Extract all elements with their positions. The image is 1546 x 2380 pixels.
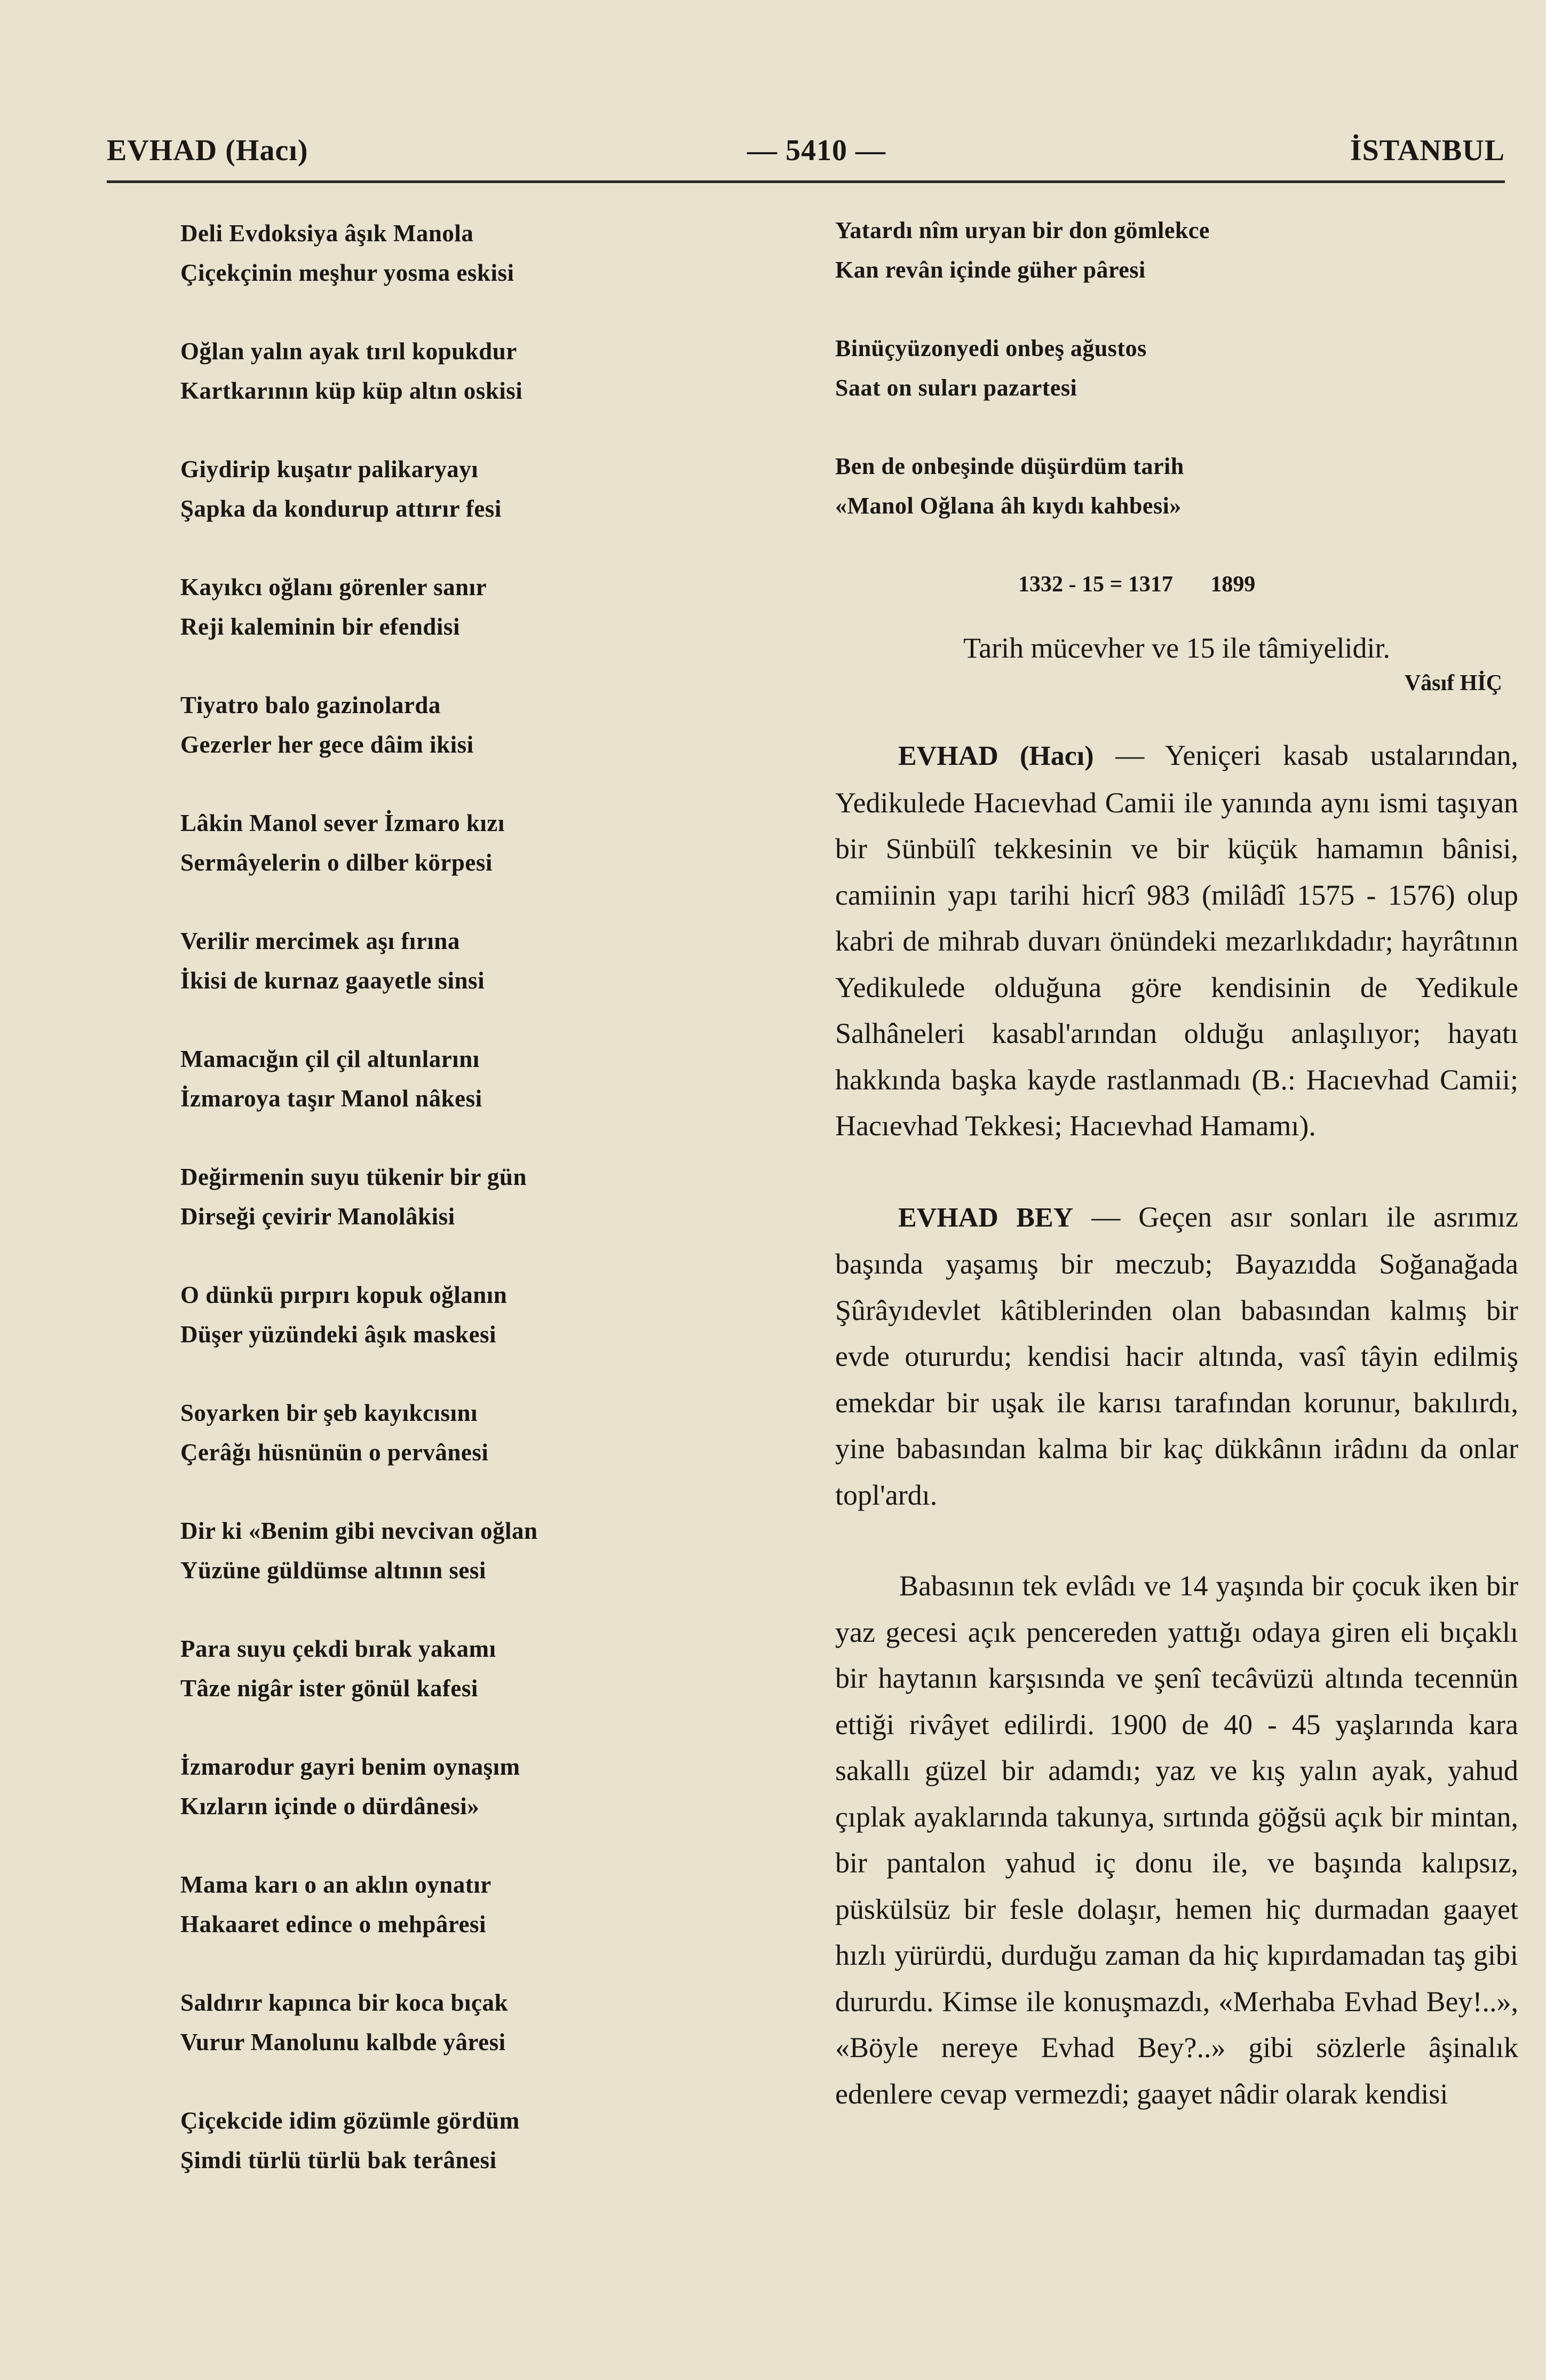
verse-line: Yatardı nîm uryan bir don gömlekce: [835, 217, 1210, 243]
verse-line: Reji kaleminin bir efendisi: [180, 613, 460, 640]
poem-stanza: [180, 1865, 714, 1944]
verse-line: Kayıkcı oğlanı görenler sanır: [180, 574, 487, 600]
entry-text: — Yeniçeri kasab ustalarından, Yedikulede Hacıevhad Camii ile yanında aynı ismi taşıyan bir Sünbülî tekkesinin ve bir küçük hamamın bânisi, camiinin yapı tarihi hicrî 983 (milâdî 1575 - 1576) olup kabri de mihrab duvarı önündeki mezarlıkdadır; hayrâtının Yedikulede olduğuna göre kendisinin de Yedikule Salhâneleri kasabl'arından olduğu anlaşılıyor; hayatı hakkında başka kayde rastlanmadı (B.: Hacıevhad Camii; Hacıevhad Tekkesi; Hacıevhad Hamamı).: [835, 739, 1518, 1142]
verse-line: Saat on suları pazartesi: [835, 375, 1077, 401]
verse-line: Kartkarının küp küp altın oskisi: [180, 377, 523, 404]
poem-stanza: [835, 329, 1518, 408]
chronogram-year: 1899: [1210, 572, 1256, 597]
poem-stanza: [180, 1039, 714, 1118]
poem-stanza: [180, 214, 714, 292]
left-column-poem: [180, 214, 714, 2219]
poem-stanza: [180, 331, 714, 410]
verse-line: Vurur Manolunu kalbde yâresi: [180, 2029, 506, 2055]
verse-line: Tâze nigâr ister gönül kafesi: [180, 1675, 478, 1702]
verse-line: «Manol Oğlana âh kıydı kahbesi»: [835, 493, 1182, 519]
verse-line: Dir ki «Benim gibi nevcivan oğlan: [180, 1517, 538, 1544]
running-head-entry: EVHAD (Hacı): [107, 134, 308, 167]
poem-stanza: [835, 211, 1518, 290]
verse-line: İzmaroya taşır Manol nâkesi: [180, 1085, 482, 1112]
running-head-title: İSTANBUL: [1350, 134, 1505, 167]
poem-stanza: [180, 1629, 714, 1708]
verse-line: Soyarken bir şeb kayıkcısını: [180, 1399, 478, 1426]
poem-stanza: [180, 2101, 714, 2180]
entry-evhad-haci: [835, 732, 1518, 1149]
verse-line: Verilir mercimek aşı fırına: [180, 928, 460, 954]
poem-stanza: [835, 447, 1518, 526]
verse-line: Şapka da kondurup attırır fesi: [180, 495, 502, 522]
header-rule: [107, 180, 1505, 183]
verse-line: Kızların içinde o dürdânesi»: [180, 1793, 480, 1820]
verse-line: Düşer yüzündeki âşık maskesi: [180, 1321, 497, 1348]
poem-stanza: [180, 1747, 714, 1826]
verse-line: Lâkin Manol sever İzmaro kızı: [180, 810, 505, 836]
verse-line: Şimdi türlü türlü bak terânesi: [180, 2147, 497, 2173]
verse-line: Mamacığın çil çil altunlarını: [180, 1046, 480, 1072]
entry-lemma: EVHAD (Hacı): [898, 741, 1094, 771]
verse-line: Binüçyüzonyedi onbeş ağustos: [835, 335, 1147, 361]
chronogram-calculation: [835, 565, 1518, 604]
verse-line: Çiçekçinin meşhur yosma eskisi: [180, 259, 514, 286]
author-signature: Vâsıf HİÇ: [1404, 671, 1502, 695]
verse-line: Deli Evdoksiya âşık Manola: [180, 220, 474, 247]
right-column: [835, 211, 1518, 2162]
entry-evhad-bey-paragraph: Babasının tek evlâdı ve 14 yaşında bir çocuk iken bir yaz gecesi açık pencereden yattığı odaya giren eli bıçaklı bir haytanın karşısında ve şenî tecâvüzü altında tecennün ettiği rivâyet edilirdi. 1900 de 40 - 45 yaşlarında kara sakallı güzel bir adamdı; yaz ve kış yalın ayak, yahud çıplak ayaklarında takunya, sırtında göğsü açık bir mintan, bir pantalon yahud iç donu ile, ve başında kalıpsız, püskülsüz bir fesle dolaşır, hemen hiç durmadan gaayet hızlı yürürdü, durduğu zaman da hiç kıpırdamadan taş gibi dururdu. Kimse ile konuşmazdı, «Merhaba Evhad Bey!..», «Böyle nereye Evhad Bey?..» gibi sözlerle âşinalık edenlere cevap vermezdi; gaayet nâdir olarak kendisi: [835, 1570, 1518, 2110]
poem-stanza: [180, 1275, 714, 1354]
verse-line: Yüzüne güldümse altının sesi: [180, 1557, 486, 1584]
page-number: — 5410 —: [747, 134, 886, 167]
poem-stanza: [180, 1393, 714, 1472]
verse-line: Sermâyelerin o dilber körpesi: [180, 849, 493, 876]
verse-line: Mama karı o an aklın oynatır: [180, 1871, 491, 1898]
verse-line: Hakaaret edince o mehpâresi: [180, 1911, 487, 1938]
verse-line: Çerâğı hüsnünün o pervânesi: [180, 1439, 489, 1466]
poem-stanza: [180, 1983, 714, 2062]
verse-line: Gezerler her gece dâim ikisi: [180, 731, 474, 758]
verse-line: Saldırır kapınca bir koca bıçak: [180, 1989, 508, 2016]
verse-line: Oğlan yalın ayak tırıl kopukdur: [180, 338, 517, 365]
verse-line: İzmarodur gayri benim oynaşım: [180, 1753, 520, 1780]
verse-line: Tiyatro balo gazinolarda: [180, 692, 441, 718]
verse-line: Kan revân içinde güher pâresi: [835, 257, 1146, 283]
verse-line: Ben de onbeşinde düşürdüm tarih: [835, 453, 1184, 479]
verse-line: O dünkü pırpırı kopuk oğlanın: [180, 1282, 508, 1308]
entry-evhad-bey: [835, 1194, 1518, 1519]
poem-stanza: [180, 1511, 714, 1590]
chronogram-note: Tarih mücevher ve 15 ile tâmiyelidir.: [963, 632, 1390, 664]
poem-continuation: [835, 211, 1518, 526]
poem-stanza: [180, 803, 714, 882]
verse-line: Dirseği çevirir Manolâkisi: [180, 1203, 455, 1230]
poem-stanza: [180, 567, 714, 646]
verse-line: İkisi de kurnaz gaayetle sinsi: [180, 967, 485, 994]
entry-text: — Geçen asır sonları ile asrımız başında yaşamış bir meczub; Bayazıdda Soğanağada Şûrâyıdevlet kâtiblerinden olan babasından kalmış bir evde otururdu; kendisi hacir altında, vasî tâyin edilmiş emekdar bir uşak ile karısı tarafından korunur, bakılırdı, yine babasından kalma bir kaç dükkânın irâdını da onlar topl'ardı.: [835, 1200, 1518, 1511]
page-header: [107, 133, 1505, 187]
entry-lemma: EVHAD BEY: [898, 1202, 1074, 1233]
poem-stanza: [180, 1157, 714, 1236]
poem-stanza: [180, 449, 714, 528]
verse-line: Değirmenin suyu tükenir bir gün: [180, 1164, 527, 1190]
verse-line: Para suyu çekdi bırak yakamı: [180, 1635, 496, 1662]
verse-line: Giydirip kuşatır palikaryayı: [180, 456, 479, 483]
chronogram-sum: 1332 - 15 = 1317: [1018, 572, 1173, 597]
poem-stanza: [180, 685, 714, 764]
poem-stanza: [180, 921, 714, 1000]
verse-line: Çiçekcide idim gözümle gördüm: [180, 2107, 520, 2134]
